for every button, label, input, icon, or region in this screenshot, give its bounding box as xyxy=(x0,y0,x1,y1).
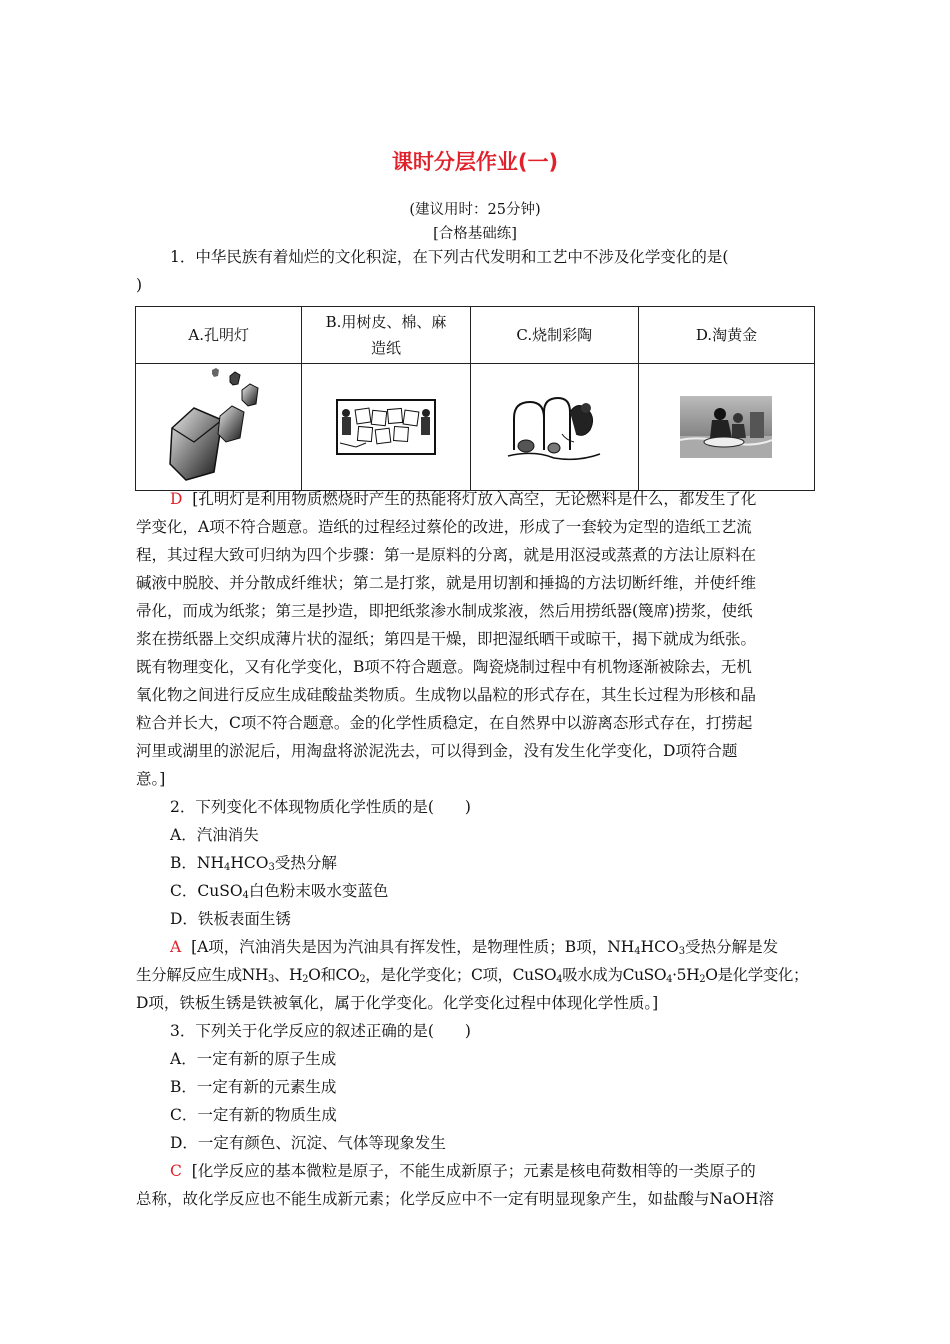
q2-answer: A xyxy=(170,938,182,956)
option-a-image-cell xyxy=(136,364,302,491)
time-note: (建议用时：25分钟) xyxy=(409,202,541,218)
q1-explain-line-5: 帚化，而成为纸浆；第三是抄造，即把纸浆渗水制成浆液，然后用捞纸器(篾席)捞浆，使纸 xyxy=(136,602,753,620)
q1-explain-line-7: 既有物理变化，又有化学变化，B项不符合题意。陶瓷烧制过程中有机物逐渐被除去，无机 xyxy=(136,658,752,676)
q3-stem: 3．下列关于化学反应的叙述正确的是( ) xyxy=(170,1022,471,1040)
gold-panning-icon xyxy=(680,396,772,458)
option-a-cell xyxy=(136,307,302,364)
q2-option-b: B．$NH_4HCO_3$受热分解 xyxy=(170,854,337,873)
option-c-label: C.烧制彩陶 xyxy=(516,326,593,344)
option-d-label: D.淘黄金 xyxy=(695,326,758,344)
q1-options-table xyxy=(135,306,815,491)
option-c-cell xyxy=(470,307,638,364)
q2-explain-line-2: 生分解反应生成$NH_3$、$H_2O$和$CO_2$，是化学变化；C项，CuSO$_4$吸水成为$CuSO_4\cdot 5H_2O$是化学变化； xyxy=(136,966,809,985)
q1-answer: D xyxy=(170,490,183,508)
q1-explain-line-4: 碱液中脱胶、并分散成纤维状；第二是打浆，就是用切割和捶捣的方法切断纤维，并使纤维 xyxy=(136,574,757,592)
option-b-label-line2: 造纸 xyxy=(371,339,402,357)
q2-option-c: C．CuSO$_4$白色粉末吸水变蓝色 xyxy=(170,882,389,901)
q1-explain-line-1: D [孔明灯是利用物质燃烧时产生的热能将灯放入高空，无论燃料是什么，都发生了化 xyxy=(170,490,757,508)
option-b-image-cell xyxy=(302,364,470,491)
q1-explain-line-6: 浆在捞纸器上交织成薄片状的湿纸；第四是干燥，即把湿纸晒干或晾干，揭下就成为纸张。 xyxy=(136,630,757,648)
option-b-cell xyxy=(302,307,470,364)
option-d-image-cell xyxy=(638,364,814,491)
q3-explain-line-2: 总称，故化学反应也不能生成新元素；化学反应中不一定有明显现象产生，如盐酸与NaOH溶 xyxy=(136,1190,775,1208)
q2-explain-line-1: A [A项，汽油消失是因为汽油具有挥发性，是物理性质；B项，$NH_4HCO_3$受热分解是发 xyxy=(170,938,779,957)
q3-answer: C xyxy=(170,1162,182,1180)
page-title: 课时分层作业(一) xyxy=(391,150,559,174)
q1-explain-line-9: 粒合并长大，C项不符合题意。金的化学性质稳定，在自然界中以游离态形式存在，打捞起 xyxy=(136,714,753,732)
q1-explain-line-3: 程，其过程大致可归纳为四个步骤：第一是原料的分离，就是用沤浸或蒸煮的方法让原料在 xyxy=(136,546,757,564)
q2-explain-line-3: D项，铁板生锈是铁被氧化，属于化学变化。化学变化过程中体现化学性质。] xyxy=(136,994,659,1012)
pottery-kiln-icon xyxy=(504,390,604,464)
q1-stem-close: ) xyxy=(136,276,143,294)
q1-explain-line-10: 河里或湖里的淤泥后，用淘盘将淤泥洗去，可以得到金，没有发生化学变化，D项符合题 xyxy=(136,742,738,760)
section-label: [合格基础练] xyxy=(433,226,517,242)
q1-explain-line-2: 学变化，A项不符合题意。造纸的过程经过蔡伦的改进，形成了一套较为定型的造纸工艺流 xyxy=(136,518,752,536)
q3-option-a: A．一定有新的原子生成 xyxy=(170,1050,337,1068)
q3-option-d: D．一定有颜色、沉淀、气体等现象发生 xyxy=(170,1134,446,1152)
q2-option-d: D．铁板表面生锈 xyxy=(170,910,291,928)
q3-option-b: B．一定有新的元素生成 xyxy=(170,1078,337,1096)
q3-option-c: C．一定有新的物质生成 xyxy=(170,1106,337,1124)
q2-stem: 2．下列变化不体现物质化学性质的是( ) xyxy=(170,798,471,816)
q1-explain-line-8: 氧化物之间进行反应生成硅酸盐类物质。生成物以晶粒的形式存在，其生长过程为形核和晶 xyxy=(136,686,757,704)
option-b-label: B.用树皮、棉、麻 xyxy=(325,313,447,331)
q1-explain-line-11: 意。] xyxy=(136,770,166,788)
papermaking-icon xyxy=(336,399,436,455)
option-c-image-cell xyxy=(470,364,638,491)
q3-explain-line-1: C [化学反应的基本微粒是原子，不能生成新原子；元素是核电荷数相等的一类原子的 xyxy=(170,1162,756,1180)
option-a-label: A.孔明灯 xyxy=(188,326,249,344)
lantern-icon xyxy=(164,368,274,486)
q1-stem: 1．中华民族有着灿烂的文化积淀，在下列古代发明和工艺中不涉及化学变化的是( xyxy=(170,248,729,266)
option-d-cell xyxy=(638,307,814,364)
q2-option-a: A．汽油消失 xyxy=(170,826,259,844)
